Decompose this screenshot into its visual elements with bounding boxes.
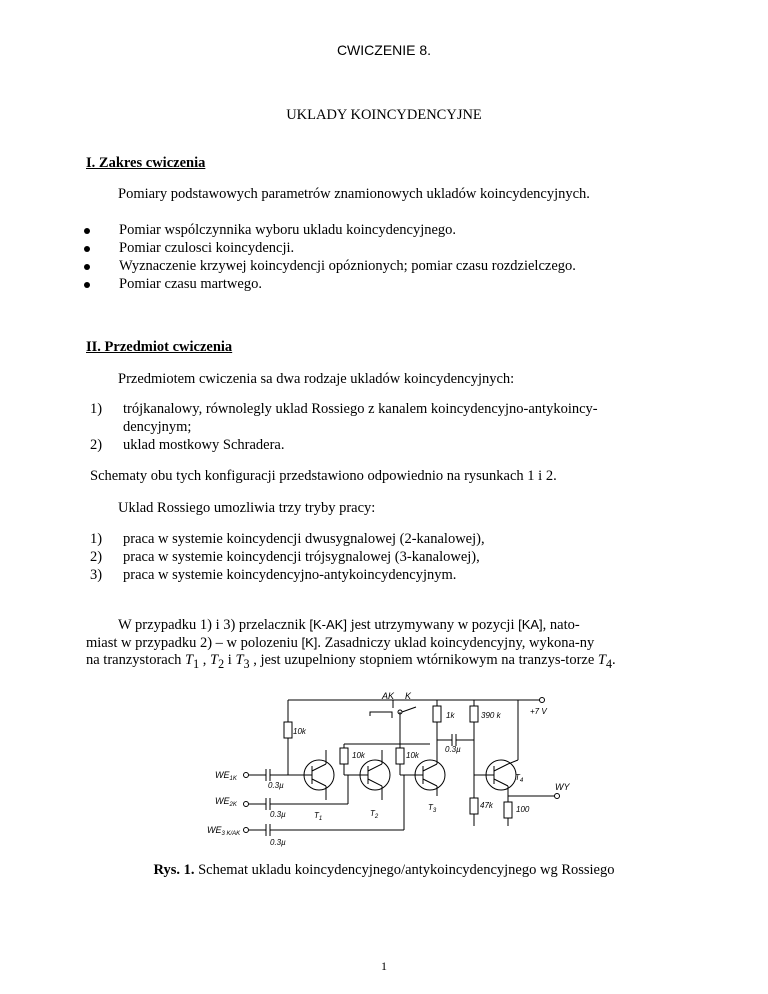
list-item: uklad mostkowy Schradera. bbox=[123, 437, 285, 453]
document-subtitle: UKLADY KOINCYDENCYJNE bbox=[286, 107, 482, 123]
label-r10k-mid: 10k bbox=[352, 751, 365, 760]
label-t1: $T_1$ bbox=[314, 811, 323, 822]
list-number: 1) bbox=[90, 401, 103, 417]
page-header-title: CWICZENIE 8. bbox=[336, 42, 432, 58]
label-c-1: 0.3µ bbox=[268, 781, 284, 790]
modes-intro: Uklad Rossiego umozliwia trzy tryby pracy: bbox=[118, 500, 376, 516]
list-number: 2) bbox=[90, 549, 103, 565]
list-item-continuation: dencyjnym; bbox=[123, 419, 192, 435]
section-1-heading: I. Zakres cwiczenia bbox=[86, 155, 206, 171]
label-r390k: 390 k bbox=[481, 711, 501, 720]
paragraph-line-3: na tranzystorach $T_1$ , $T_2$ i $T_3$ , jest uzupelniony stopniem wtórnikowym na tranzys-torze $T_4$. bbox=[86, 652, 616, 671]
list-item: praca w systemie koincydencji dwusygnalowej (2-kanalowej), bbox=[123, 531, 485, 547]
list-number: 3) bbox=[90, 567, 103, 583]
figure-caption: Rys. 1. Schemat ukladu koincydencyjnego/antykoincydencyjnego wg Rossiego bbox=[153, 862, 615, 878]
list-item: Pomiar czasu martwego. bbox=[119, 276, 262, 292]
page-number: 1 bbox=[381, 959, 387, 973]
label-t3: $T_3$ bbox=[428, 803, 437, 814]
label-r47k: 47k bbox=[480, 801, 493, 810]
list-number: 2) bbox=[90, 437, 103, 453]
label-wy: WY bbox=[555, 782, 570, 792]
list-item: trójkanalowy, równolegly uklad Rossiego z kanalem koincydencyjno-antykoincy- bbox=[123, 401, 598, 417]
paragraph-line-1: W przypadku 1) i 3) przelacznik [K-AK] jest utrzymywany w pozycji [KA], nato- bbox=[118, 617, 580, 633]
label-vcc: +7 V bbox=[530, 707, 547, 716]
label-r10k-right: 10k bbox=[406, 751, 419, 760]
list-item: Pomiar wspólczynnika wyboru ukladu koincydencyjnego. bbox=[119, 222, 457, 238]
label-r100: 100 bbox=[516, 805, 530, 814]
list-item: praca w systemie koincydencyjno-antykoincydencyjnym. bbox=[123, 567, 457, 583]
label-we3: $WE_{3 K/AK}$ bbox=[207, 825, 241, 837]
label-t2: $T_2$ bbox=[370, 809, 379, 820]
label-we1: $WE_{1K}$ bbox=[215, 770, 237, 782]
section-2-heading: II. Przedmiot cwiczenia bbox=[86, 339, 233, 355]
label-we2: $WE_{2K}$ bbox=[215, 796, 237, 808]
list-number: 1) bbox=[90, 531, 103, 547]
label-ak: AK bbox=[382, 691, 395, 701]
section-2-intro: Przedmiotem cwiczenia sa dwa rodzaje ukladów koincydencyjnych: bbox=[118, 371, 515, 387]
label-t4: $T_4$ bbox=[515, 773, 524, 784]
label-c-top: 0.3µ bbox=[445, 745, 461, 754]
list-item: praca w systemie koincydencji trójsygnalowej (3-kanalowej), bbox=[123, 549, 480, 565]
list-item: Wyznaczenie krzywej koincydencji opóznionych; pomiar czasu rozdzielczego. bbox=[119, 258, 576, 274]
list-item: Pomiar czulosci koincydencji. bbox=[119, 240, 295, 256]
label-k: K bbox=[405, 691, 412, 701]
label-r1k: 1k bbox=[446, 711, 455, 720]
section-1-intro: Pomiary podstawowych parametrów znamionowych ukladów koincydencyjnych. bbox=[118, 186, 590, 202]
label-c-3: 0.3µ bbox=[270, 838, 286, 847]
label-r10k-left: 10k bbox=[293, 727, 306, 736]
paragraph-line-2: miast w przypadku 2) – w polozeniu [K]. Zasadniczy uklad koincydencyjny, wykona-ny bbox=[86, 635, 595, 651]
schemat-sentence: Schematy obu tych konfiguracji przedstawiono odpowiednio na rysunkach 1 i 2. bbox=[90, 468, 557, 484]
label-c-2: 0.3µ bbox=[270, 810, 286, 819]
